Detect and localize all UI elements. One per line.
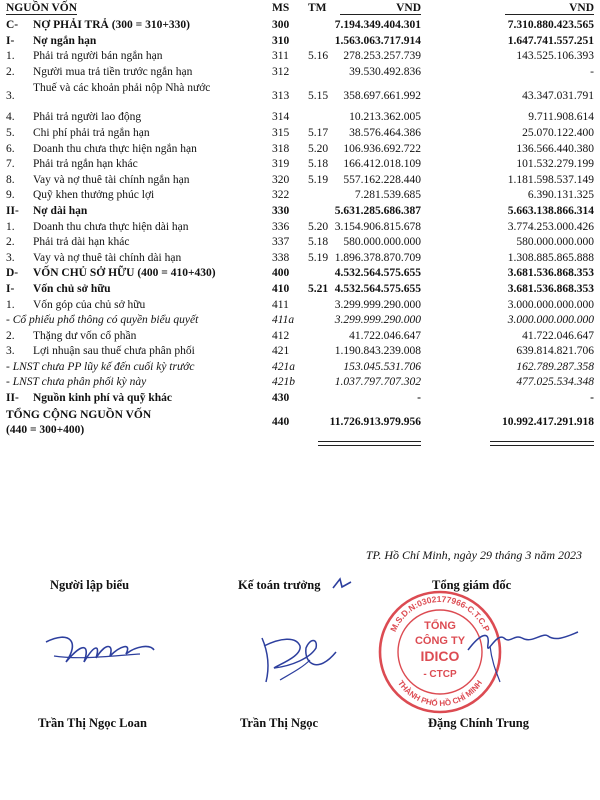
row-value-prior: 580.000.000.000: [516, 236, 594, 249]
row-label: Nguồn kinh phí và quỹ khác: [33, 392, 173, 405]
row-label: Phải trả dài hạn khác: [33, 236, 130, 249]
row-value-current: 10.213.362.005: [349, 111, 421, 124]
table-body: [0, 18, 600, 407]
row-code: 320: [272, 173, 290, 186]
row-number: D-: [6, 267, 19, 280]
header-tm: TM: [308, 2, 327, 14]
header-vnd-current: VND: [340, 2, 421, 15]
row-number: 2.: [6, 65, 15, 78]
table-row: [0, 173, 600, 189]
row-value-prior: 3.681.536.868.353: [507, 267, 594, 280]
row-label: Vốn góp của chủ sở hữu: [33, 298, 146, 311]
row-label: Nợ dài hạn: [33, 204, 88, 217]
row-label: Người mua trả tiền trước ngắn hạn: [33, 65, 193, 78]
table-row: [0, 313, 600, 329]
row-number: 3.: [6, 90, 15, 103]
table-row: [0, 360, 600, 376]
row-label: Lợi nhuận sau thuế chưa phân phối: [33, 345, 195, 358]
row-value-current: 3.299.999.290.000: [334, 298, 421, 311]
row-code: 411: [272, 298, 289, 311]
row-code: 330: [272, 204, 290, 217]
row-number: 1.: [6, 50, 15, 63]
row-value-prior: 3.774.253.000.426: [507, 220, 594, 233]
row-value-prior: 101.532.279.199: [516, 158, 594, 171]
table-row: [0, 126, 600, 142]
table-row: [0, 329, 600, 345]
row-value-current: 1.896.378.870.709: [334, 251, 421, 264]
row-code: 311: [272, 50, 289, 63]
row-value-current: 3.154.906.815.678: [334, 220, 421, 233]
row-number: 6.: [6, 142, 15, 155]
table-row: [0, 18, 600, 34]
table-row: [0, 282, 600, 298]
row-code: 318: [272, 142, 290, 155]
row-note: 5.15: [308, 90, 329, 103]
row-number: 8.: [6, 173, 15, 186]
row-note: 5.21: [308, 282, 329, 295]
row-value-prior: 5.663.138.866.314: [507, 204, 594, 217]
row-value-current: 557.162.228.440: [343, 173, 421, 186]
table-row: [0, 204, 600, 220]
row-value-prior: 9.711.908.614: [528, 111, 594, 124]
row-value-current: 278.253.257.739: [343, 50, 421, 63]
stamp-line-3: IDICO: [420, 648, 460, 664]
row-label: Doanh thu chưa thực hiện ngắn hạn: [33, 142, 197, 155]
row-label: Thuế và các khoản phải nộp Nhà nước: [33, 82, 211, 95]
table-row: [0, 65, 600, 81]
row-code: 300: [272, 19, 290, 31]
row-value-current: 39.530.492.836: [349, 65, 421, 78]
row-note: 5.19: [308, 173, 329, 186]
row-value-current: -: [417, 392, 421, 405]
total-row: [0, 407, 600, 441]
table-header: [0, 0, 600, 18]
table-row: [0, 142, 600, 158]
row-code: 319: [272, 158, 290, 171]
row-code: 412: [272, 329, 290, 342]
accountant-signature: [240, 608, 350, 698]
row-value-current: 7.281.539.685: [354, 189, 421, 202]
row-value-current: 38.576.464.386: [349, 126, 421, 139]
preparer-name: Trần Thị Ngọc Loan: [38, 716, 147, 730]
header-title: NGUỒN VỐN: [6, 2, 78, 14]
row-label: Nợ ngắn hạn: [33, 34, 97, 47]
row-number: 5.: [6, 126, 15, 139]
stamp-ring-bottom: THÀNH PHỐ HỒ CHÍ MINH: [396, 678, 484, 709]
accountant-check-mark: [330, 576, 354, 592]
row-value-prior: 41.722.046.647: [522, 329, 594, 342]
row-value-prior: 3.681.536.868.353: [507, 282, 594, 295]
row-value-prior: 1.308.885.865.888: [507, 251, 594, 264]
row-value-prior: 43.347.031.791: [522, 90, 594, 103]
row-value-current: 4.532.564.575.655: [334, 267, 421, 280]
row-label: Vay và nợ thuê tài chính ngắn hạn: [33, 173, 190, 186]
stamp-line-4: - CTCP: [423, 669, 457, 680]
row-number: 4.: [6, 111, 15, 124]
row-number: 1.: [6, 220, 15, 233]
row-number: 3.: [6, 251, 15, 264]
header-ms: MS: [272, 2, 290, 14]
table-row: [0, 80, 600, 110]
total-current: 11.726.913.979.956: [329, 415, 421, 428]
row-note: 5.19: [308, 251, 329, 264]
row-code: 400: [272, 267, 290, 280]
row-value-current: 1.563.063.717.914: [334, 34, 421, 47]
row-value-prior: -: [590, 392, 594, 405]
row-value-prior: 477.025.534.348: [516, 376, 594, 389]
row-number: 2.: [6, 329, 15, 342]
row-label: Thặng dư vốn cổ phần: [33, 329, 137, 342]
row-number: C-: [6, 19, 19, 31]
table-row: [0, 49, 600, 65]
row-code: 410: [272, 282, 290, 295]
row-value-prior: 3.000.000.000.000: [507, 298, 594, 311]
row-number: 3.: [6, 345, 15, 358]
director-role: Tổng giám đốc: [432, 578, 512, 592]
row-value-current: 5.631.285.686.387: [334, 204, 421, 217]
row-code: 421b: [272, 376, 295, 389]
director-signature: [468, 632, 578, 650]
table-row: [0, 235, 600, 251]
row-code: 315: [272, 126, 290, 139]
row-value-prior: 25.070.122.400: [522, 126, 594, 139]
row-value-prior: 6.390.131.325: [527, 189, 594, 202]
stamp-ring-top: M.S.D.N:0302177966-C.T.C.P: [388, 593, 492, 634]
row-code: 310: [272, 34, 290, 47]
total-underline-prior: [490, 441, 594, 446]
row-value-current: 580.000.000.000: [343, 236, 421, 249]
row-code: 313: [272, 90, 290, 103]
row-value-prior: 1.181.598.537.149: [507, 173, 594, 186]
company-stamp: [372, 586, 592, 716]
header-vnd-prior: VND: [505, 2, 594, 15]
row-value-current: 1.190.843.239.008: [334, 345, 421, 358]
stamp-line-2: CÔNG TY: [414, 635, 466, 647]
row-number: 1.: [6, 298, 15, 311]
row-value-current: 166.412.018.109: [343, 158, 421, 171]
row-value-current: 41.722.046.647: [349, 329, 421, 342]
table-row: [0, 110, 600, 126]
total-label: TỔNG CỘNG NGUỒN VỐN: [6, 408, 152, 421]
accountant-role: Kế toán trưởng: [238, 578, 321, 592]
row-label: Vay và nợ thuê tài chính dài hạn: [33, 251, 182, 264]
row-label: Chi phí phải trả ngắn hạn: [33, 126, 150, 139]
table-row: [0, 157, 600, 173]
row-note: 5.18: [308, 158, 329, 171]
row-label: Vốn chủ sở hữu: [33, 282, 111, 295]
row-label: - LNST chưa phân phối kỳ này: [6, 376, 147, 389]
row-code: 336: [272, 220, 290, 233]
row-label: VỐN CHỦ SỞ HỮU (400 = 410+430): [33, 267, 216, 280]
table-row: [0, 220, 600, 236]
row-code: 337: [272, 236, 290, 249]
total-underline-current: [318, 441, 421, 446]
row-number: I-: [6, 34, 15, 47]
director-name: Đặng Chính Trung: [428, 716, 529, 730]
row-code: 314: [272, 111, 290, 124]
table-row: [0, 34, 600, 50]
row-label: Doanh thu chưa thực hiện dài hạn: [33, 220, 189, 233]
row-label: Phải trả người lao động: [33, 111, 142, 124]
row-number: 7.: [6, 158, 15, 171]
table-row: [0, 298, 600, 314]
row-value-prior: 3.000.000.000.000: [507, 314, 594, 327]
preparer-signature: [40, 612, 160, 682]
row-label: NỢ PHẢI TRẢ (300 = 310+330): [33, 19, 190, 31]
row-note: 5.16: [308, 50, 329, 63]
table-row: [0, 266, 600, 282]
row-value-prior: 7.310.880.423.565: [507, 19, 594, 31]
row-note: 5.18: [308, 236, 329, 249]
row-number: II-: [6, 392, 19, 405]
row-code: 421: [272, 345, 290, 358]
total-ms: 440: [272, 415, 290, 428]
row-value-current: 106.936.692.722: [343, 142, 421, 155]
row-value-current: 4.532.564.575.655: [334, 282, 421, 295]
row-code: 421a: [272, 360, 295, 373]
row-value-prior: 1.647.741.557.251: [507, 34, 594, 47]
row-value-prior: 162.789.287.358: [516, 360, 594, 373]
row-code: 338: [272, 251, 290, 264]
row-value-prior: -: [590, 65, 594, 78]
row-number: II-: [6, 204, 19, 217]
row-note: 5.17: [308, 126, 329, 139]
row-code: 430: [272, 392, 290, 405]
accountant-name: Trần Thị Ngọc: [240, 716, 319, 730]
row-value-current: 153.045.531.706: [343, 360, 421, 373]
row-value-current: 358.697.661.992: [343, 90, 421, 103]
row-number: I-: [6, 282, 15, 295]
row-value-current: 1.037.797.707.302: [334, 376, 421, 389]
row-code: 322: [272, 189, 290, 202]
row-code: 312: [272, 65, 290, 78]
row-note: 5.20: [308, 142, 329, 155]
row-label: Phải trả ngắn hạn khác: [33, 158, 138, 171]
row-label: - LNST chưa PP lũy kế đến cuối kỳ trước: [6, 360, 195, 373]
row-number: 9.: [6, 189, 15, 202]
table-row: [0, 251, 600, 267]
row-value-prior: 143.525.106.393: [516, 50, 594, 63]
place-date: TP. Hồ Chí Minh, ngày 29 tháng 3 năm 2023: [365, 548, 582, 562]
row-code: 411a: [272, 314, 295, 327]
row-value-prior: 136.566.440.380: [516, 142, 594, 155]
row-value-prior: 639.814.821.706: [516, 345, 594, 358]
table-row: [0, 391, 600, 407]
stamp-line-1: TỔNG: [424, 620, 456, 632]
total-formula: (440 = 300+400): [6, 423, 85, 436]
row-label: Quỹ khen thưởng phúc lợi: [33, 189, 155, 202]
row-label: - Cổ phiếu phổ thông có quyền biểu quyết: [6, 314, 199, 327]
preparer-role: Người lập biểu: [50, 578, 130, 592]
row-note: 5.20: [308, 220, 329, 233]
row-value-current: 7.194.349.404.301: [334, 19, 421, 31]
row-value-current: 3.299.999.290.000: [334, 314, 421, 327]
total-prior: 10.992.417.291.918: [502, 415, 594, 428]
table-row: [0, 375, 600, 391]
table-row: [0, 188, 600, 204]
table-row: [0, 344, 600, 360]
row-label: Phải trả người bán ngắn hạn: [33, 50, 163, 63]
row-number: 2.: [6, 236, 15, 249]
